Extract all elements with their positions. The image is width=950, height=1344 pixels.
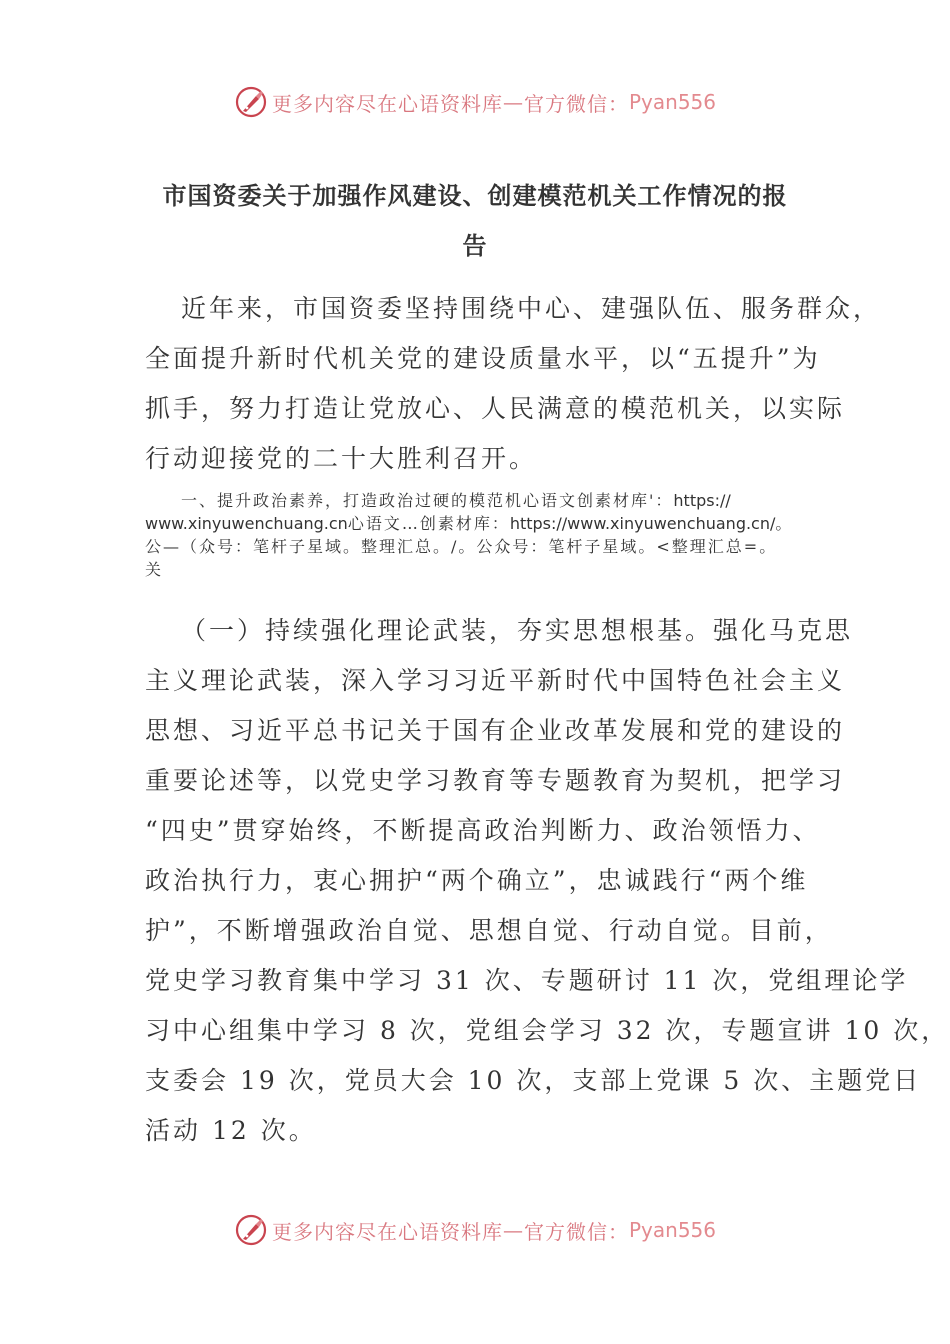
paragraph-line: 主义理论武装，深入学习习近平新时代中国特色社会主义 xyxy=(145,666,846,695)
paragraph-line: 支委会 19 次，党员大会 10 次，支部上党课 5 次、主题党日 xyxy=(145,1066,922,1095)
pen-nib-logo-icon xyxy=(234,1213,268,1247)
heading-mid: 心语文…创素材库： xyxy=(347,514,510,533)
section-heading xyxy=(145,489,825,581)
banner-sub: 官方微信： xyxy=(523,1219,629,1244)
heading-line xyxy=(145,512,825,535)
paragraph-line: 全面提升新时代机关党的建设质量水平，以“五提升”为 xyxy=(145,344,821,373)
banner-sub: 官方微信： xyxy=(523,91,629,116)
heading-url1: www.xinyuwenchuang.cn xyxy=(145,514,348,533)
header-banner xyxy=(0,82,950,122)
banner-id: Pyan556 xyxy=(628,1218,716,1242)
banner-id: Pyan556 xyxy=(628,90,716,114)
document-title-line1: 市国资委关于加强作风建设、创建模范机关工作情况的报 xyxy=(162,181,788,210)
heading-line: 公—（众号：笔杆子星域。整理汇总。/。公众号：笔杆子星域。<整理汇总=。 xyxy=(145,537,778,556)
heading-url2: https://www.xinyuwenchuang.cn/ xyxy=(509,514,776,533)
heading-text: 一、提升政治素养，打造政治过硬的模范机心语文创素材库'： xyxy=(181,491,674,510)
paragraph-line: “四史”贯穿始终，不断提高政治判断力、政治领悟力、 xyxy=(145,816,821,845)
heading-end: 。 xyxy=(775,514,794,533)
footer-banner xyxy=(0,1210,950,1250)
paragraph-line: 活动 12 次。 xyxy=(145,1116,317,1145)
paragraph-line: 政治执行力，衷心拥护“两个确立”，忠诚践行“两个维 xyxy=(145,866,809,895)
heading-line: 关 xyxy=(145,560,164,579)
paragraph-line: 习中心组集中学习 8 次，党组会学习 32 次，专题宣讲 10 次， xyxy=(145,1016,950,1045)
banner-dash: — xyxy=(502,1218,524,1242)
banner-text: 更多内容尽在心语资料库 xyxy=(271,1219,503,1244)
banner-dash: — xyxy=(502,90,524,114)
paragraph-line: 思想、习近平总书记关于国有企业改革发展和党的建设的 xyxy=(145,716,846,745)
heading-url-prefix: https:// xyxy=(673,491,731,510)
paragraph-line: 近年来，市国资委坚持围绕中心、建强队伍、服务群众， xyxy=(181,294,882,323)
paragraph-line: 党史学习教育集中学习 31 次、专题研讨 11 次，党组理论学 xyxy=(145,966,909,995)
paragraph-line: 抓手，努力打造让党放心、人民满意的模范机关，以实际 xyxy=(145,394,846,423)
paragraph-line: 行动迎接党的二十大胜利召开。 xyxy=(145,444,538,473)
heading-line xyxy=(145,489,825,512)
document-title-line2: 告 xyxy=(462,231,488,260)
intro-paragraph xyxy=(145,284,882,484)
paragraph-line: 护”，不断增强政治自觉、思想自觉、行动自觉。目前， xyxy=(145,916,833,945)
banner-text: 更多内容尽在心语资料库 xyxy=(271,91,503,116)
paragraph-line: 重要论述等，以党史学习教育等专题教育为契机，把学习 xyxy=(145,766,846,795)
paragraph-line: （一）持续强化理论武装，夯实思想根基。强化马克思 xyxy=(181,616,854,645)
pen-nib-logo-icon xyxy=(234,85,268,119)
section-paragraph xyxy=(145,606,950,1156)
